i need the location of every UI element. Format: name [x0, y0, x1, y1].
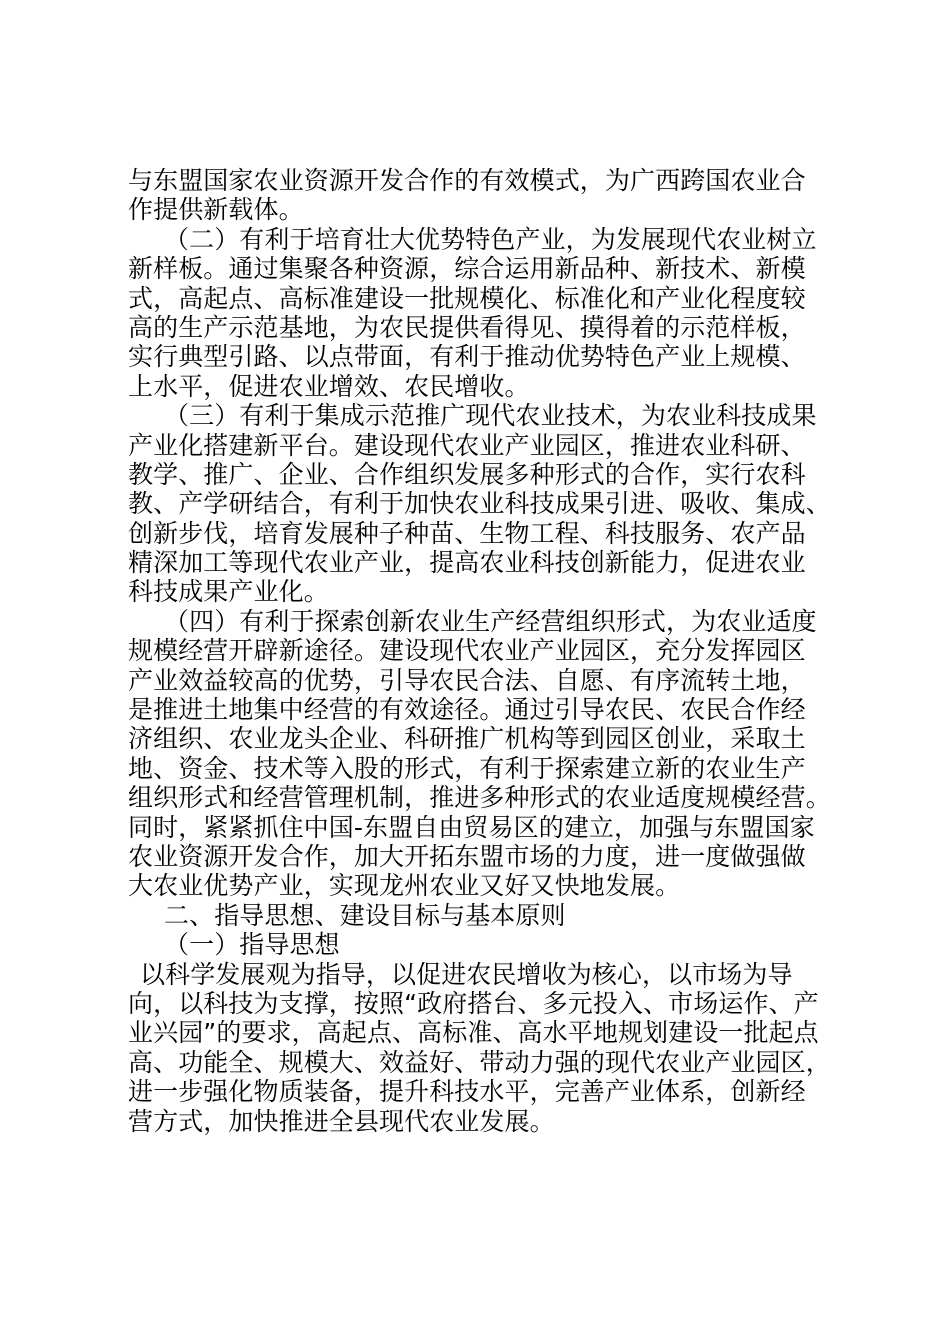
paragraph-line: 科技成果产业化。: [128, 577, 329, 607]
paragraph-line: 以科学发展观为指导，以促进农民增收为核心，以市场为导: [140, 959, 793, 989]
paragraph-line: 组织形式和经营管理机制，推进多种形式的农业适度规模经营。: [128, 783, 831, 813]
document-body: [128, 166, 838, 1136]
paragraph-line: 规模经营开辟新途径。建设现代农业产业园区，充分发挥园区: [128, 636, 806, 666]
paragraph-line: 精深加工等现代农业产业，提高农业科技创新能力，促进农业: [128, 548, 806, 578]
paragraph-line: 教学、推广、企业、合作组织发展多种形式的合作，实行农科: [128, 459, 806, 489]
paragraph-line: 作提供新载体。: [128, 195, 304, 225]
subsection-heading: （一）指导思想: [164, 930, 340, 960]
paragraph-line: 是推进土地集中经营的有效途径。通过引导农民、农民合作经: [128, 695, 806, 725]
paragraph-line: 产业化搭建新平台。建设现代农业产业园区，推进农业科研、: [128, 430, 806, 460]
paragraph-line: 上水平，促进农业增效、农民增收。: [128, 371, 530, 401]
paragraph-line: （三）有利于集成示范推广现代农业技术，为农业科技成果: [164, 401, 817, 431]
paragraph-line: 与东盟国家农业资源开发合作的有效模式，为广西跨国农业合: [128, 166, 806, 195]
paragraph-line: 实行典型引路、以点带面，有利于推动优势特色产业上规模、: [128, 342, 806, 372]
paragraph-line: 创新步伐，培育发展种子种苗、生物工程、科技服务、农产品: [128, 518, 806, 548]
paragraph-line: 高的生产示范基地，为农民提供看得见、摸得着的示范样板，: [128, 312, 806, 342]
section-heading: 二、指导思想、建设目标与基本原则: [164, 900, 566, 930]
paragraph-line: 农业资源开发合作，加大开拓东盟市场的力度，进一度做强做: [128, 841, 806, 871]
paragraph-line: 产业效益较高的优势，引导农民合法、自愿、有序流转土地，: [128, 665, 806, 695]
paragraph-line: 业兴园”的要求，高起点、高标准、高水平地规划建设一批起点: [128, 1018, 819, 1048]
paragraph-line: 新样板。通过集聚各种资源，综合运用新品种、新技术、新模: [128, 254, 806, 284]
paragraph-line: 进一步强化物质装备，提升科技水平，完善产业体系，创新经: [128, 1077, 806, 1107]
paragraph-line: 高、功能全、规模大、效益好、带动力强的现代农业产业园区，: [128, 1047, 831, 1077]
paragraph-line: 营方式，加快推进全县现代农业发展。: [128, 1106, 555, 1136]
paragraph-line: （四）有利于探索创新农业生产经营组织形式，为农业适度: [164, 606, 817, 636]
paragraph-line: 式，高起点、高标准建设一批规模化、标准化和产业化程度较: [128, 283, 806, 313]
paragraph-line: 同时，紧紧抓住中国-东盟自由贸易区的建立，加强与东盟国家: [128, 812, 815, 842]
paragraph-line: 地、资金、技术等入股的形式，有利于探索建立新的农业生产: [128, 753, 806, 783]
paragraph-line: 向，以科技为支撑，按照“政府搭台、多元投入、市场运作、产: [128, 988, 819, 1018]
paragraph-line: （二）有利于培育壮大优势特色产业，为发展现代农业树立: [164, 224, 817, 254]
paragraph-line: 教、产学研结合，有利于加快农业科技成果引进、吸收、集成、: [128, 489, 831, 519]
paragraph-line: 济组织、农业龙头企业、科研推广机构等到园区创业，采取土: [128, 724, 806, 754]
paragraph-line: 大农业优势产业，实现龙州农业又好又快地发展。: [128, 871, 681, 901]
